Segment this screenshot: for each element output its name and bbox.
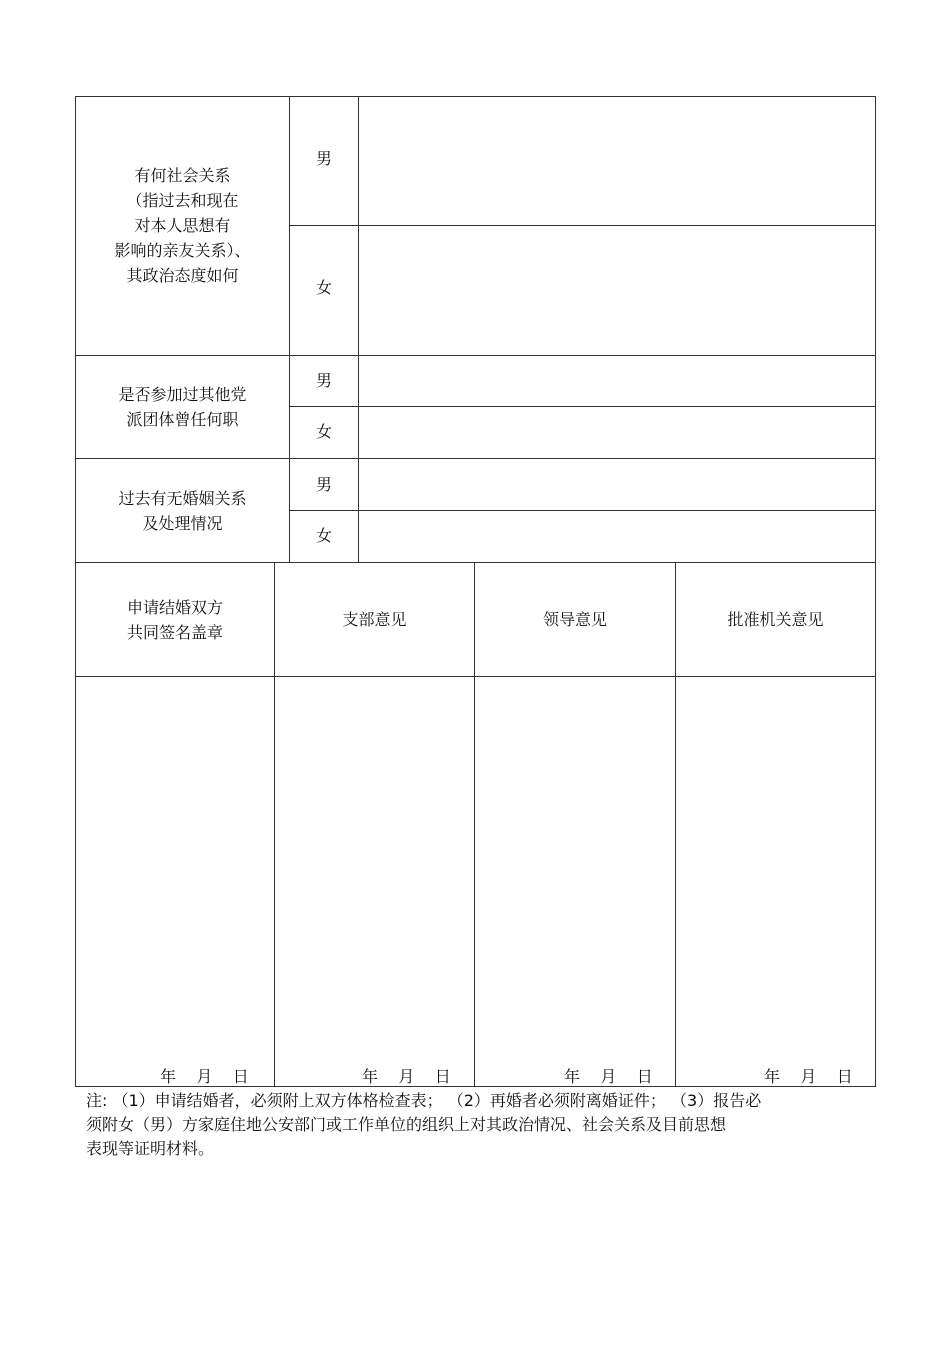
branch-opinion-area[interactable] — [277, 678, 473, 1058]
marriage-history-label: 过去有无婚姻关系 及处理情况 — [118, 488, 247, 533]
social-male-label: 男 — [315, 148, 332, 168]
leader-opinion-header: 领导意见 — [542, 610, 607, 629]
social-male-field[interactable] — [360, 97, 874, 224]
date-leader: 年 月 日 — [564, 1067, 653, 1086]
date-approval: 年 月 日 — [764, 1067, 853, 1086]
date-branch: 年 月 日 — [362, 1067, 451, 1086]
social-female-label: 女 — [315, 277, 332, 297]
divider — [289, 406, 876, 407]
applicants-signature-area[interactable] — [77, 678, 273, 1058]
divider — [75, 676, 876, 677]
party-female-label: 女 — [315, 421, 332, 441]
social-relations-label: 有何社会关系 （指过去和现在 对本人思想有 影响的亲友关系）、 其政治态度如何 — [114, 166, 251, 285]
approval-authority-header: 批准机关意见 — [727, 610, 824, 629]
marriage-female-field[interactable] — [360, 512, 874, 561]
party-female-field[interactable] — [360, 408, 874, 457]
divider — [289, 225, 876, 226]
branch-opinion-header: 支部意见 — [342, 610, 407, 629]
party-membership-label: 是否参加过其他党 派团体曾任何职 — [118, 385, 247, 429]
marriage-female-label: 女 — [315, 525, 332, 545]
applicants-signature-header: 申请结婚双方 共同签名盖章 — [126, 597, 223, 642]
approval-authority-area[interactable] — [678, 678, 874, 1058]
marriage-male-field[interactable] — [360, 460, 874, 509]
divider — [289, 510, 876, 511]
marriage-male-label: 男 — [315, 474, 332, 494]
divider — [358, 96, 359, 563]
party-male-label: 男 — [315, 370, 332, 390]
date-applicants: 年 月 日 — [160, 1067, 249, 1086]
leader-opinion-area[interactable] — [477, 678, 674, 1058]
footnote: 注: （1）申请结婚者，必须附上双方体格检查表； （2）再婚者必须附离婚证件； （3）报告必 须附女（男）方家庭住地公安部门或工作单位的组织上对其政治情况、社会关系及目前思想 表现等证明材料。 — [86, 1091, 762, 1158]
party-male-field[interactable] — [360, 357, 874, 405]
social-female-field[interactable] — [360, 227, 874, 354]
